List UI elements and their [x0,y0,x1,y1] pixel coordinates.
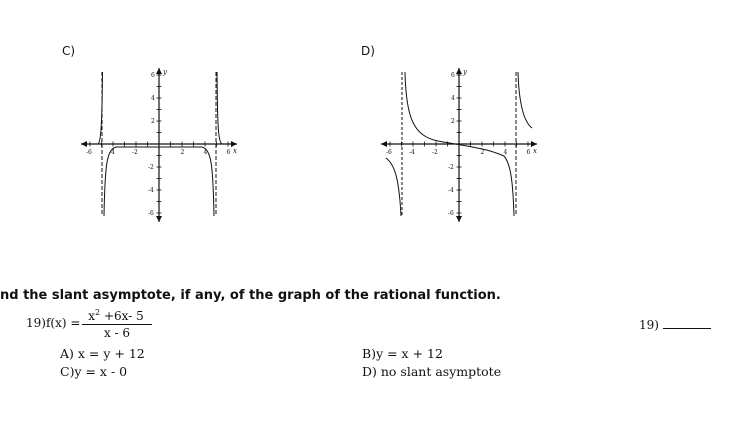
graph-option-d [376,64,542,224]
section-instruction: nd the slant asymptote, if any, of the graph of the rational function. [0,288,501,303]
y-tick-label: -2 [448,164,454,171]
choice-d[interactable]: D) no slant asymptote [362,364,502,379]
y-tick-label: 4 [151,95,155,102]
question-number [26,316,80,330]
x-axis-label: x [233,147,237,155]
function-prefix: f(x) = [45,316,81,330]
curve-left-lower [386,158,401,216]
x-tick-label: 6 [526,149,531,156]
y-tick-label: -4 [448,187,454,194]
x-tick-label: -2 [432,149,438,156]
y-tick-label: -2 [148,164,154,171]
y-axis-label: y [163,68,167,76]
denominator: x - 6 [103,326,131,340]
x-tick-label: 4 [503,149,508,156]
y-tick-label: 2 [451,118,455,125]
option-d-label: D) [361,44,375,58]
answer-slot [639,316,711,332]
x-tick-label: 2 [480,149,485,156]
x-tick-label: -4 [109,149,115,156]
y-tick-label: 6 [451,72,455,79]
answer-blank[interactable] [663,316,711,329]
y-tick-label: 4 [451,95,455,102]
y-tick-label: -4 [148,187,154,194]
x-tick-label: -4 [409,149,415,156]
x-tick-label: -6 [386,149,392,156]
curve-right-upper [518,72,532,128]
x-tick-label: -2 [132,149,138,156]
x-tick-label: 4 [203,149,208,156]
curve-right-upper [217,72,222,144]
question-number-text: 19) [26,316,46,330]
numerator-rest: +6x- 5 [100,309,144,323]
y-tick-label: 6 [151,72,155,79]
x-tick-label: 2 [180,149,185,156]
numerator-base: x [88,309,96,323]
graph-option-c [76,64,242,224]
choice-a[interactable]: A) x = y + 12 [60,346,145,361]
x-axis-label: x [533,147,537,155]
x-tick-label: -6 [86,149,92,156]
choice-c[interactable]: C)y = x - 0 [60,364,128,379]
x-tick-label: 6 [226,149,231,156]
numerator-exponent: 2 [95,308,101,317]
option-c-label: C) [62,44,76,58]
y-tick-label: -6 [148,210,154,217]
rational-function [82,308,152,340]
y-tick-label: 2 [151,118,155,125]
choice-b[interactable]: B)y = x + 12 [362,346,443,361]
y-tick-label: -6 [448,210,454,217]
numerator [82,308,152,325]
answer-number: 19) [639,318,659,332]
y-axis-label: y [463,68,467,76]
